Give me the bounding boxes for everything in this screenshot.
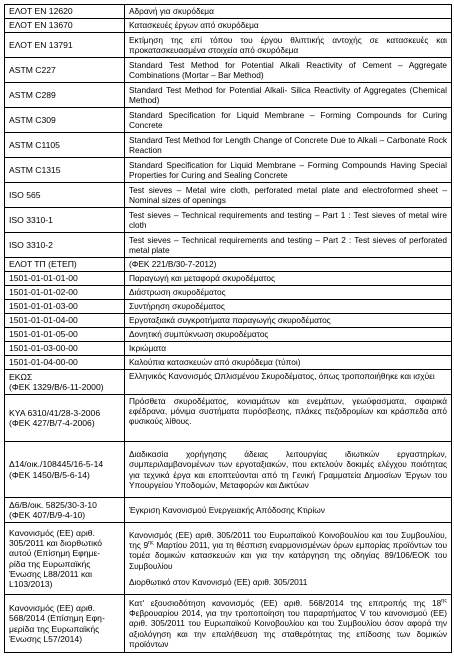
code-line: ρίδα της Ευρωπαϊκής	[9, 558, 91, 569]
standards-document	[4, 4, 452, 653]
standard-description: Διαδικασία χορήγησης άδειας λειτουργίας ιδιωτικών εργαστηρίων, συμπεριλαμβανομένων των εργοταξιακών, που εκτελούν δοκιμές ελέγχου ποιότητας για τεχνικά έργα και εποπτεύονται από τη Γενική Γραμματεία Δημοσίων Έργων του Υπουργείου Υποδομών, Μεταφορών και Δικτύων	[125, 442, 452, 498]
code-line: Δ14/οικ./108445/16-5-14	[9, 459, 104, 470]
table-row	[5, 300, 452, 314]
standard-code: 1501-01-01-03-00	[5, 300, 125, 314]
standard-description: Standard Test Method for Potential Alkali- Silica Reactivity of Aggregates (Chemical Method)	[125, 83, 452, 108]
table-row	[5, 5, 452, 19]
table-row	[5, 342, 452, 356]
table-row	[5, 233, 452, 258]
table-row	[5, 58, 452, 83]
table-row	[5, 286, 452, 300]
code-line: Δ6/Β/οικ. 5825/30-3-10	[9, 499, 97, 510]
table-row	[5, 133, 452, 158]
table-row	[5, 83, 452, 108]
code-line: Ένωσης L57/2014)	[9, 633, 83, 644]
standard-code	[5, 442, 125, 498]
standard-description: Καλούπια κατασκευών από σκυρόδεμα (τύποι)	[125, 356, 452, 370]
standard-code	[5, 595, 125, 653]
standard-code: ΕΛΟΤ EN 12620	[5, 5, 125, 19]
code-line: ΚΥΑ 6310/41/28-3-2006	[9, 407, 101, 418]
table-row	[5, 33, 452, 58]
code-line: (ΦΕΚ 1329/Β/6-11-2000)	[9, 382, 104, 392]
code-line: (ΦΕΚ 427/Β/7-4-2006)	[9, 418, 95, 428]
code-line: 305/2011 και διορθωτικό	[9, 538, 103, 549]
standard-code: 1501-01-04-00-00	[5, 356, 125, 370]
standard-description: Standard Specification for Liquid Membrane – Forming Compounds Having Special Properties for Curing and Sealing Concrete	[125, 158, 452, 183]
standard-description	[125, 523, 452, 595]
standard-description: Συντήρηση σκυροδέματος	[125, 300, 452, 314]
standard-code: 1501-01-01-02-00	[5, 286, 125, 300]
code-line: (ΦΕΚ 407/Β/9-4-10)	[9, 510, 86, 520]
standard-code: ASTM C1315	[5, 158, 125, 183]
standard-code: ASTM C309	[5, 108, 125, 133]
standard-code: ASTM C227	[5, 58, 125, 83]
table-row	[5, 19, 452, 33]
table-row	[5, 595, 452, 653]
standard-code: 1501-01-01-05-00	[5, 328, 125, 342]
standard-description: Test sieves – Technical requirements and testing – Part 2 : Test sieves of perforated metal plate	[125, 233, 452, 258]
standard-description: Εκτίμηση της επί τόπου του έργου θλιπτικής αντοχής σε κατασκευές και προκατασκευασμένα στοιχεία από σκυρόδεμα	[125, 33, 452, 58]
corrigendum-text: Διορθωτικό στον Κανονισμό (ΕΕ) αριθ. 305/2011	[129, 576, 308, 587]
standard-code: ΕΛΟΤ EN 13791	[5, 33, 125, 58]
code-line: Κανονισμός (ΕΕ) αριθ.	[9, 603, 95, 614]
table-row	[5, 183, 452, 208]
standard-description: Δονητική συμπύκνωση σκυροδέματος	[125, 328, 452, 342]
standard-description: Έγκριση Κανονισμού Ενεργειακής Απόδοσης Κτιρίων	[125, 498, 452, 523]
standard-code: ASTM C1105	[5, 133, 125, 158]
code-line: ΕΚΩΣ	[9, 371, 33, 382]
table-row	[5, 108, 452, 133]
standard-description: Ικριώματα	[125, 342, 452, 356]
regulation-text: Φεβρουαρίου 2014, για την τροποποίηση του παραρτήματος V του κανονισμού (ΕΕ) αριθ. 305/2011 του Ευρωπαϊκού Κοινοβουλίου και του Συμβουλίου όσον αφορά την αξιολόγηση και την επαλήθευση της σταθερότητας της επίδοσης των δομικών προϊόντων	[129, 608, 447, 649]
standard-code: ISO 565	[5, 183, 125, 208]
table-row	[5, 356, 452, 370]
standards-table	[4, 4, 452, 653]
ordinal-suffix: ης	[148, 540, 154, 547]
standard-description: Διάστρωση σκυροδέματος	[125, 286, 452, 300]
standard-description: Παραγωγή και μεταφορά σκυροδέματος	[125, 272, 452, 286]
standard-description: Εργοταξιακά συγκροτήματα παραγωγής σκυροδέματος	[125, 314, 452, 328]
table-row	[5, 272, 452, 286]
standard-description: Standard Specification for Liquid Membrane – Forming Compounds for Curing Concrete	[125, 108, 452, 133]
regulation-text: Κατ' εξουσιοδότηση κανονισμός (ΕΕ) αριθ. 568/2014 της επιτροπής της 18	[129, 597, 442, 608]
code-line: αυτού (Επίσημη Εφημε-	[9, 548, 101, 559]
standard-description: Test sieves – Technical requirements and testing – Part 1 : Test sieves of metal wire cloth	[125, 208, 452, 233]
standard-code: ISO 3310-2	[5, 233, 125, 258]
standard-description: Standard Test Method for Length Change of Concrete Due to Alkali – Carbonate Rock Reaction	[125, 133, 452, 158]
table-row	[5, 328, 452, 342]
standard-description: Ελληνικός Κανονισμός Ωπλισμένου Σκυροδέματος, όπως τροποποιήθηκε και ισχύει	[125, 370, 452, 395]
standard-code: ASTM C289	[5, 83, 125, 108]
standard-description: Test sieves – Metal wire cloth, perforated metal plate and electroformed sheet – Nominal sizes of openings	[125, 183, 452, 208]
table-row	[5, 208, 452, 233]
standard-description: (ΦΕΚ 221/Β/30-7-2012)	[125, 258, 452, 272]
standard-code: ΕΛΟΤ ΤΠ (ΕΤΕΠ)	[5, 258, 125, 272]
standard-code: 1501-01-01-04-00	[5, 314, 125, 328]
standard-code	[5, 395, 125, 442]
standard-description: Αδρανή για σκυρόδεμα	[125, 5, 452, 19]
table-row	[5, 370, 452, 395]
standard-code	[5, 370, 125, 395]
table-row	[5, 523, 452, 595]
standard-description: Κατασκευές έργων από σκυρόδεμα	[125, 19, 452, 33]
standard-description: Standard Test Method for Potential Alkali Reactivity of Cement – Aggregate Combinations (Mortar – Bar Method)	[125, 58, 452, 83]
standard-code: ISO 3310-1	[5, 208, 125, 233]
code-line: L103/2013)	[9, 578, 53, 589]
table-row	[5, 258, 452, 272]
code-line: μερίδα της Ευρωπαϊκής	[9, 623, 100, 634]
regulation-title	[129, 530, 447, 571]
table-row	[5, 442, 452, 498]
standard-code: 1501-01-03-00-00	[5, 342, 125, 356]
table-row	[5, 158, 452, 183]
ordinal-suffix: ης	[441, 598, 447, 605]
standard-code	[5, 523, 125, 595]
code-line: Κανονισμός (ΕΕ) αριθ.	[9, 527, 95, 538]
standard-code	[5, 498, 125, 523]
standard-code: 1501-01-01-01-00	[5, 272, 125, 286]
code-line: 568/2014 (Επίσημη Εφη-	[9, 613, 105, 624]
regulation-text: Μαρτίου 2011, για τη θέσπιση εναρμονισμένων όρων εμπορίας προϊόντων του τομέα δομικών κατασκευών και για την κατάργηση της οδηγίας 89/106/ΕΟΚ του Συμβουλίου	[129, 540, 448, 571]
table-row	[5, 395, 452, 442]
code-line: (ΦΕΚ 1450/Β/5-6-14)	[9, 469, 90, 480]
table-row	[5, 498, 452, 523]
standard-description: Πρόσθετα σκυροδέματος, κονιαμάτων και ενεμάτων, γεωύφασματα, σφαιρικά εφέδρανα, μόνιμα συστήματα πυρόσβεσης, πλάκες πεζοδρομίων και κράσπεδα από φυσικούς λίθους.	[125, 395, 452, 442]
regulation-text: Κανονισμός (ΕΕ) αριθ. 305/2011 του Ευρωπαϊκού Κοινοβουλίου και του Συμβουλίου, της 9	[129, 529, 447, 551]
code-line: Ένωσης L88/2011 και	[9, 568, 93, 579]
standard-code: ΕΛΟΤ EN 13670	[5, 19, 125, 33]
table-row	[5, 314, 452, 328]
standard-description	[125, 595, 452, 653]
